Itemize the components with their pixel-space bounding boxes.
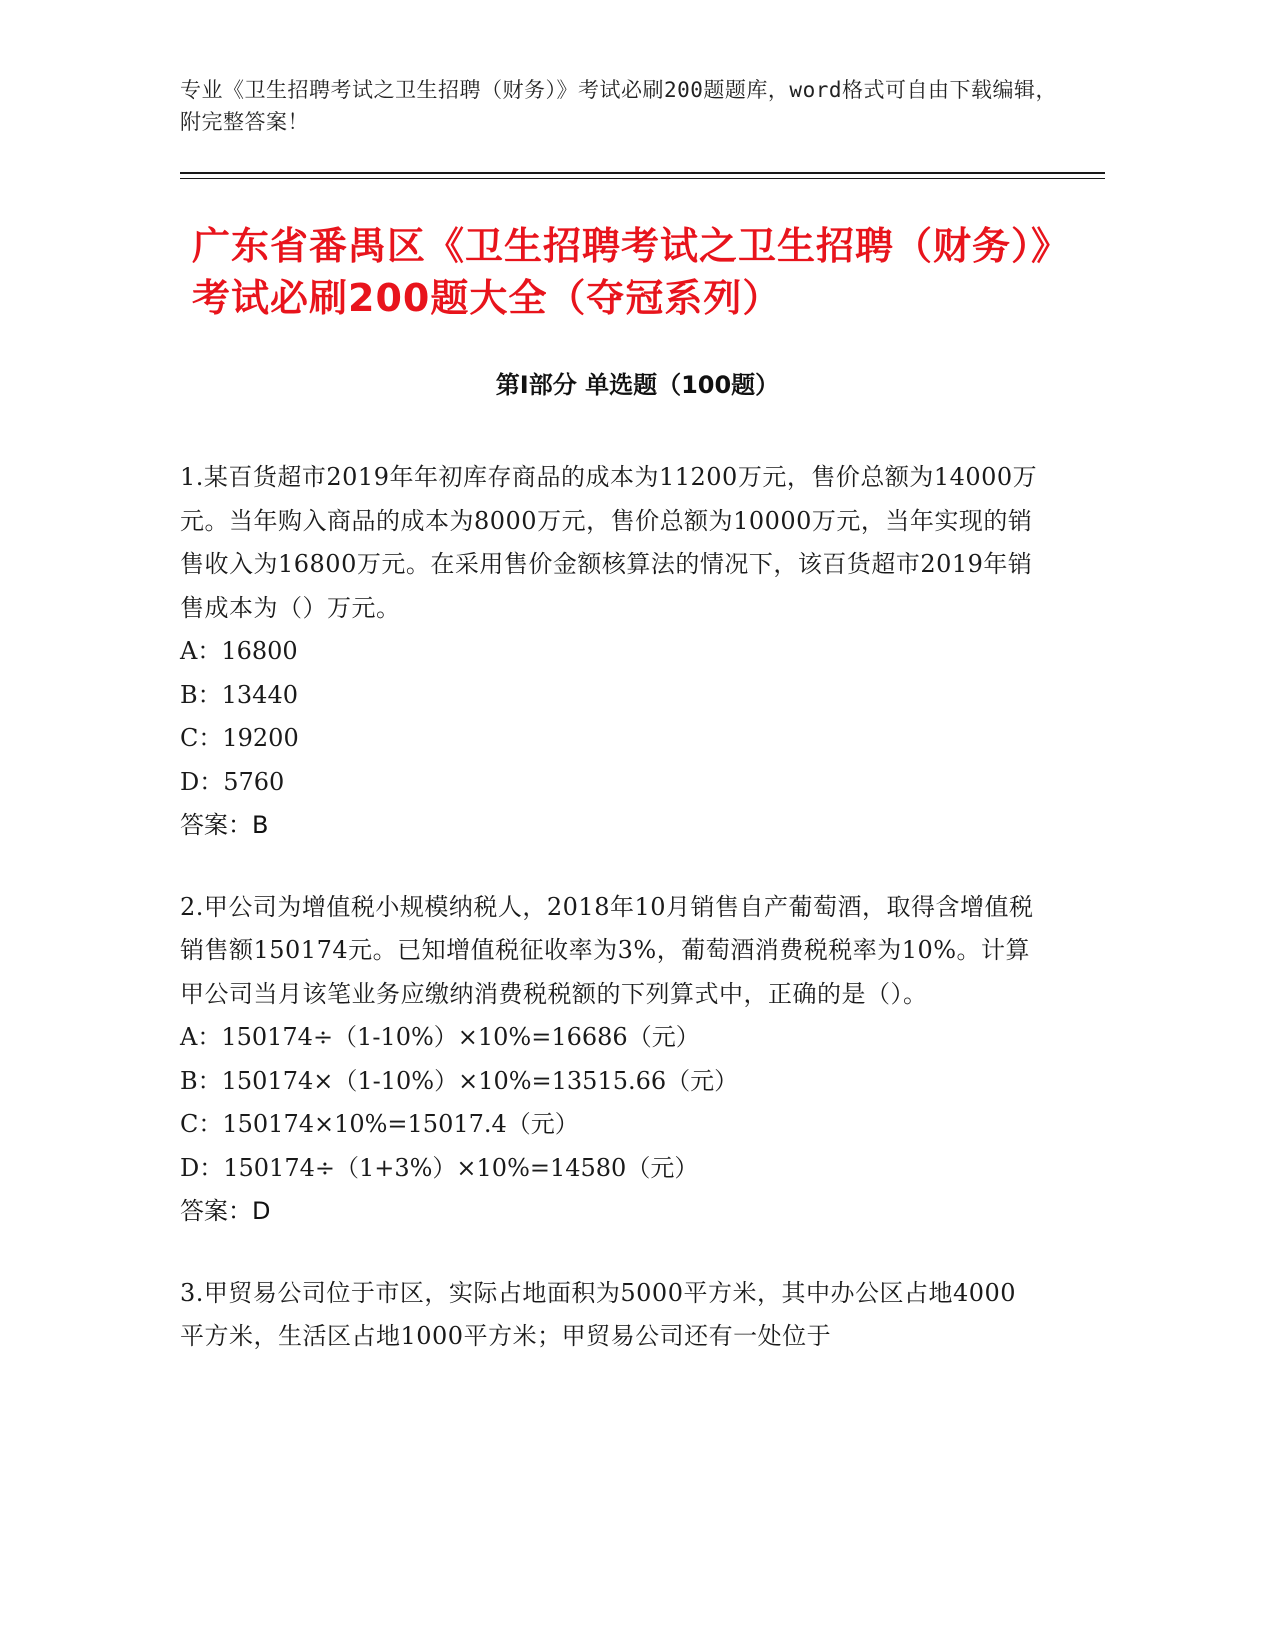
section-heading: 第I部分 单选题（100题） (495, 371, 780, 399)
option-d: D：150174÷（1+3%）×10%=14580（元） (180, 1153, 699, 1182)
option-c: C：150174×10%=15017.4（元） (180, 1110, 579, 1138)
document-title: 广东省番禺区《卫生招聘考试之卫生招聘（财务）》考试必刷200题大全（夺冠系列） (192, 224, 1071, 320)
answer: 答案：D (180, 1197, 271, 1225)
option-a: A：150174÷（1-10%）×10%=16686（元） (180, 1023, 700, 1051)
option-b: B：150174×（1-10%）×10%=13515.66（元） (180, 1066, 739, 1095)
header-rule-thick (180, 172, 1105, 174)
question-1 (180, 456, 1040, 848)
option-c: C：19200 (180, 724, 299, 752)
question-text: 1.某百货超市2019年年初库存商品的成本为11200万元，售价总额为14000万元。当年购入商品的成本为8000万元，售价总额为10000万元，当年实现的销售收入为16800万元。在采用售价金额核算法的情况下，该百货超市2019年销售成本为（）万元。 (180, 463, 1038, 622)
question-3 (180, 1272, 1040, 1359)
option-b: B：13440 (180, 680, 298, 709)
question-text: 3.甲贸易公司位于市区，实际占地面积为5000平方米，其中办公区占地4000平方米，生活区占地1000平方米；甲贸易公司还有一处位于 (180, 1278, 1017, 1350)
option-d: D：5760 (180, 767, 285, 796)
question-2 (180, 886, 1040, 1234)
header-note: 专业《卫生招聘考试之卫生招聘（财务）》考试必刷200题题库，word格式可自由下载编辑，附完整答案！ (180, 78, 1057, 134)
question-list (180, 456, 1040, 1397)
question-text: 2.甲公司为增值税小规模纳税人，2018年10月销售自产葡萄酒，取得含增值税销售额150174元。已知增值税征收率为3%，葡萄酒消费税税率为10%。计算甲公司当月该笔业务应缴纳消费税税额的下列算式中，正确的是（）。 (180, 892, 1034, 1008)
answer: 答案：B (180, 811, 269, 839)
option-a: A：16800 (180, 637, 298, 665)
header-rule-thin (180, 178, 1105, 179)
